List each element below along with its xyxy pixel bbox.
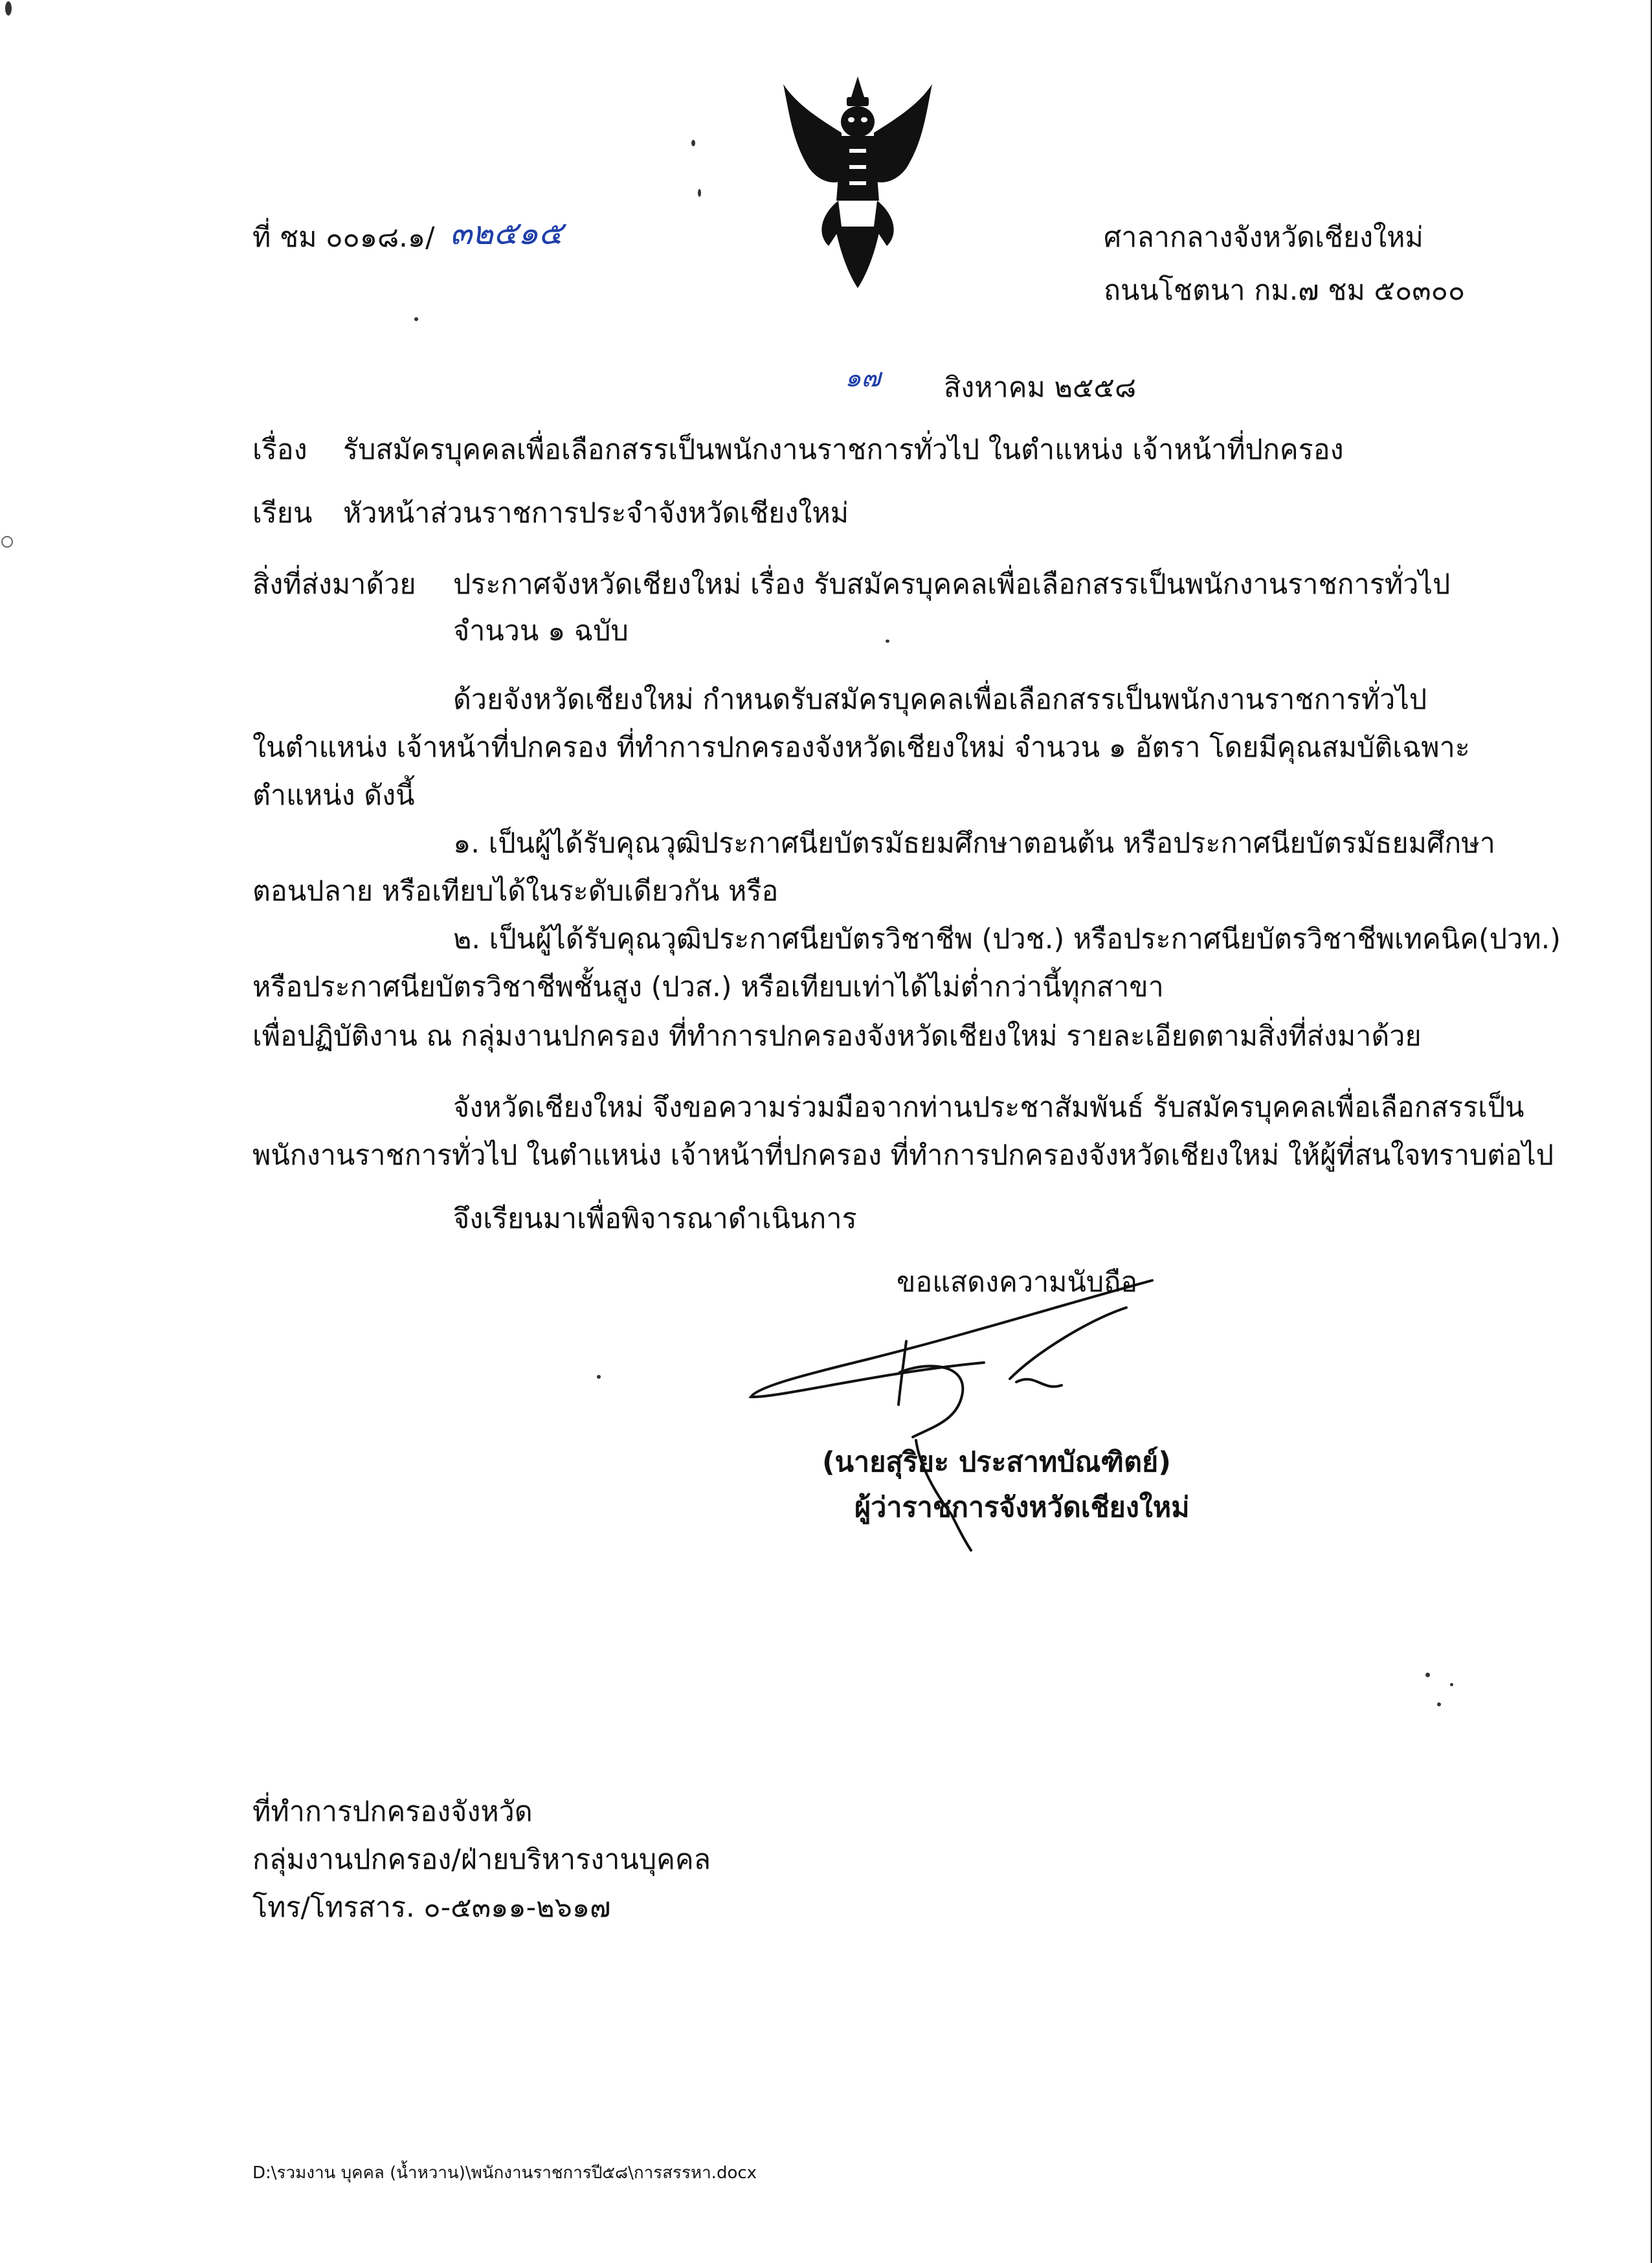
document-number-handwritten: ๓๒๕๑๕ bbox=[450, 214, 563, 252]
paragraph3-line2: พนักงานราชการทั่วไป ในตำแหน่ง เจ้าหน้าที่ปกครอง ที่ทำการปกครองจังหวัดเชียงใหม่ ให้ผู้ที่สนใจทราบต่อไป bbox=[252, 1139, 1554, 1172]
enclosure-label: สิ่งที่ส่งมาด้วย bbox=[252, 568, 416, 601]
scan-speck bbox=[691, 140, 695, 146]
signer-name: (นายสุริยะ ประสาทบัณฑิตย์) bbox=[822, 1446, 1171, 1478]
addressee-text: หัวหน้าส่วนราชการประจำจังหวัดเชียงใหม่ bbox=[343, 497, 849, 530]
garuda-emblem bbox=[770, 71, 945, 291]
paragraph1-line2: ในตำแหน่ง เจ้าหน้าที่ปกครอง ที่ทำการปกครองจังหวัดเชียงใหม่ จำนวน ๑ อัตรา โดยมีคุณสมบัติเฉพาะ bbox=[252, 731, 1470, 764]
closing-salutation: ขอแสดงความนับถือ bbox=[897, 1266, 1138, 1299]
qualification-item1-line1: ๑. เป็นผู้ได้รับคุณวุฒิประกาศนียบัตรมัธยมศึกษาตอนต้น หรือประกาศนียบัตรมัธยมศึกษา bbox=[453, 827, 1495, 860]
closing-request: จึงเรียนมาเพื่อพิจารณาดำเนินการ bbox=[453, 1203, 857, 1235]
qualification-item1-line2: ตอนปลาย หรือเทียบได้ในระดับเดียวกัน หรือ bbox=[252, 875, 779, 908]
scan-speck bbox=[5, 1, 12, 16]
scan-speck bbox=[698, 189, 701, 197]
office-address-line1: ศาลากลางจังหวัดเชียงใหม่ bbox=[1104, 221, 1423, 254]
subject-label: เรื่อง bbox=[252, 434, 307, 466]
office-address-line2: ถนนโชตนา กม.๗ ชม ๕๐๓๐๐ bbox=[1104, 274, 1466, 307]
file-path: D:\รวมงาน บุคคล (น้ำหวาน)\พนักงานราชการปี๕๘\การสรรหา.docx bbox=[252, 2163, 757, 2183]
paragraph3-line1: จังหวัดเชียงใหม่ จึงขอความร่วมมือจากท่านประชาสัมพันธ์ รับสมัครบุคคลเพื่อเลือกสรรเป็น bbox=[453, 1091, 1524, 1124]
paragraph1-line1: ด้วยจังหวัดเชียงใหม่ กำหนดรับสมัครบุคคลเพื่อเลือกสรรเป็นพนักงานราชการทั่วไป bbox=[453, 684, 1427, 716]
scan-speck bbox=[1, 536, 13, 548]
paragraph2-line: เพื่อปฏิบัติงาน ณ กลุ่มงานปกครอง ที่ทำการปกครองจังหวัดเชียงใหม่ รายละเอียดตามสิ่งที่ส่งมาด้วย bbox=[252, 1020, 1422, 1053]
scan-speck bbox=[1437, 1702, 1441, 1706]
subject-text: รับสมัครบุคคลเพื่อเลือกสรรเป็นพนักงานราชการทั่วไป ในตำแหน่ง เจ้าหน้าที่ปกครอง bbox=[343, 434, 1344, 466]
date-day-handwritten: ๑๗ bbox=[845, 363, 881, 393]
paragraph1-line3: ตำแหน่ง ดังนี้ bbox=[252, 779, 415, 812]
footer-department-line1: ที่ทำการปกครองจังหวัด bbox=[252, 1796, 533, 1828]
document-number-label: ที่ ชม ๐๐๑๘.๑/ bbox=[252, 221, 435, 254]
qualification-item2-line1: ๒. เป็นผู้ได้รับคุณวุฒิประกาศนียบัตรวิชาชีพ (ปวช.) หรือประกาศนียบัตรวิชาชีพเทคนิค(ปวท.) bbox=[453, 923, 1561, 955]
signer-position: ผู้ว่าราชการจังหวัดเชียงใหม่ bbox=[854, 1491, 1190, 1524]
scan-speck bbox=[1425, 1673, 1430, 1677]
date-month-year: สิงหาคม ๒๕๕๘ bbox=[944, 372, 1137, 404]
addressee-label: เรียน bbox=[252, 497, 313, 530]
scan-speck bbox=[886, 640, 889, 643]
scan-speck bbox=[1450, 1683, 1453, 1686]
enclosure-line2: จำนวน ๑ ฉบับ bbox=[453, 615, 629, 647]
qualification-item2-line2: หรือประกาศนียบัตรวิชาชีพชั้นสูง (ปวส.) หรือเทียบเท่าได้ไม่ต่ำกว่านี้ทุกสาขา bbox=[252, 971, 1164, 1003]
scan-speck bbox=[597, 1375, 601, 1379]
footer-department-line2: กลุ่มงานปกครอง/ฝ่ายบริหารงานบุคคล bbox=[252, 1844, 711, 1876]
footer-phone: โทร/โทรสาร. ๐-๕๓๑๑-๒๖๑๗ bbox=[252, 1891, 611, 1924]
enclosure-line1: ประกาศจังหวัดเชียงใหม่ เรื่อง รับสมัครบุคคลเพื่อเลือกสรรเป็นพนักงานราชการทั่วไป bbox=[453, 568, 1451, 601]
scan-speck bbox=[414, 317, 418, 321]
